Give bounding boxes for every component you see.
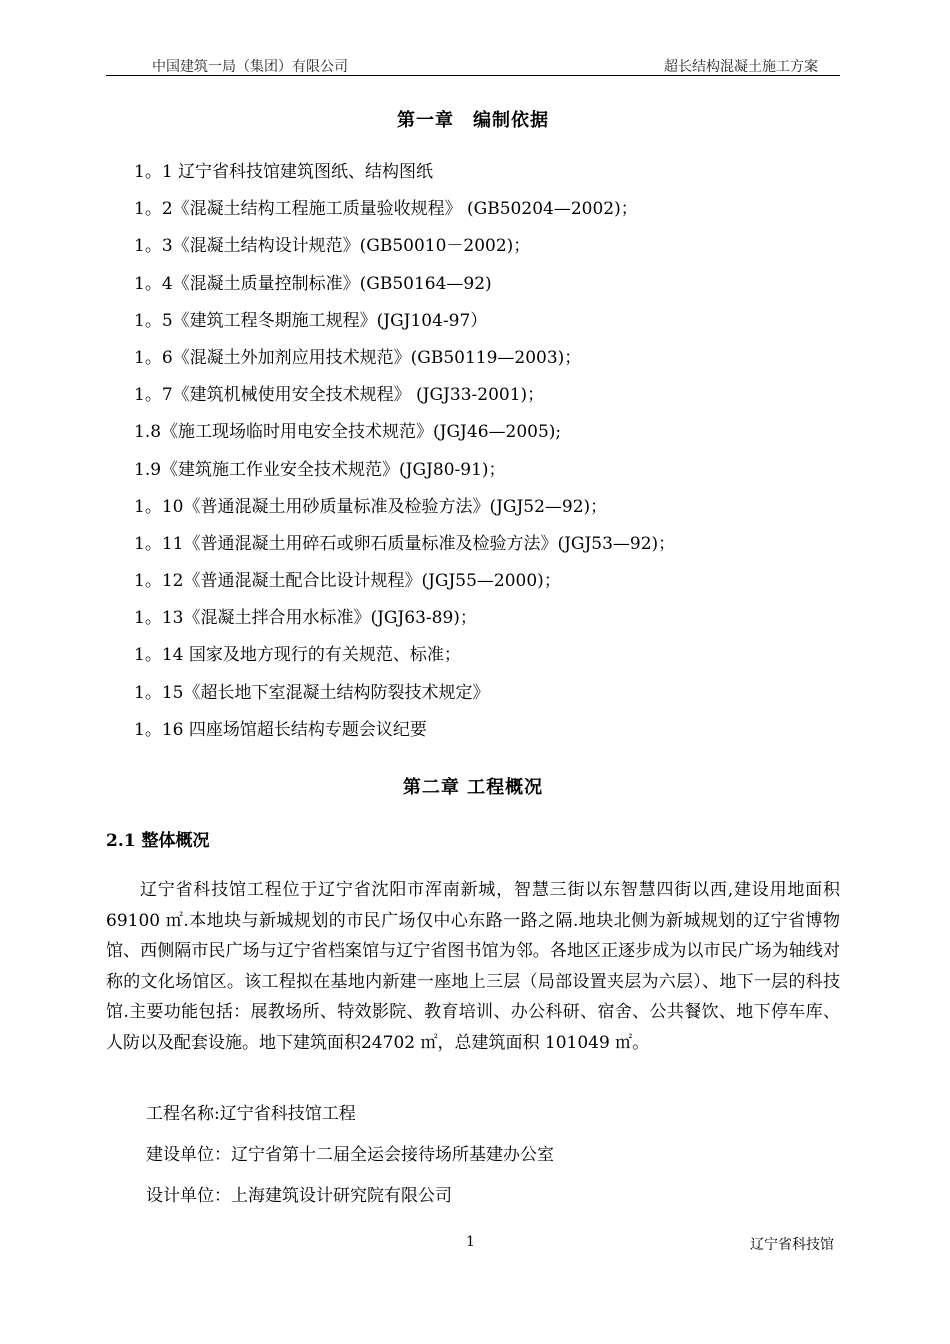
reference-item: 1。6《混凝土外加剂应用技术规范》(GB50119—2003)； — [134, 347, 582, 368]
reference-item: 1。3《混凝土结构设计规范》(GB50010－2002)； — [134, 236, 531, 257]
reference-list — [134, 154, 675, 749]
header-doc-title: 超长结构混凝土施工方案 — [664, 59, 818, 75]
reference-item: 1。4《混凝土质量控制标准》(GB50164—92) — [134, 273, 492, 294]
reference-item: 1。10《普通混凝土用砂质量标准及检验方法》(JGJ52—92)； — [134, 496, 608, 517]
header-company: 中国建筑一局（集团）有限公司 — [152, 59, 348, 75]
chapter-2-title: 第二章 工程概况 — [402, 777, 544, 798]
reference-item: 1。12《普通混凝土配合比设计规程》(JGJ55—2000)； — [134, 571, 561, 592]
reference-item: 1。1 辽宁省科技馆建筑图纸、结构图纸 — [134, 162, 434, 182]
owner-unit: 建设单位：辽宁省第十二届全运会接待场所基建办公室 — [146, 1145, 554, 1165]
reference-item: 1。2《混凝土结构工程施工质量验收规程》 (GB50204—2002)； — [134, 199, 638, 220]
section-title: 2.1 整体概况 — [106, 831, 210, 851]
reference-item: 1。5《建筑工程冬期施工规程》(JGJ104-97） — [134, 310, 488, 331]
reference-item: 1。15《超长地下室混凝土结构防裂技术规定》 — [134, 682, 490, 703]
header-divider — [106, 75, 840, 76]
reference-item: 1。7《建筑机械使用安全技术规程》 (JGJ33-2001)； — [134, 385, 545, 406]
reference-item: 1。13《混凝土拌合用水标准》(JGJ63-89)； — [134, 608, 477, 629]
reference-item: 1.8《施工现场临时用电安全技术规范》(JGJ46—2005); — [134, 422, 562, 443]
overview-paragraph: 辽宁省科技馆工程位于辽宁省沈阳市浑南新城，智慧三街以东智慧四街以西,建设用地面积 69100 ㎡.本地块与新城规划的市民广场仅中心东路一路之隔.地块北侧为新城规划的辽宁省博物馆、西侧隔市民广场与辽宁省档案馆与辽宁省图书馆为邻。各地区正逐步成为以市民广场为轴线对称的文化场馆区。该工程拟在基地内新建一座地上三层（局部设置夹层为六层）、地下一层的科技馆.主要功能包括：展教场所、特效影院、教育培训、办公科研、宿舍、公共餐饮、地下停车库、人防以及配套设施。地下建筑面积24702 ㎡，总建筑面积 101049 ㎡。 — [106, 880, 840, 1053]
chapter-1-title: 第一章 编制依据 — [397, 110, 549, 131]
design-unit: 设计单位：上海建筑设计研究院有限公司 — [146, 1186, 452, 1206]
project-name: 工程名称:辽宁省科技馆工程 — [146, 1104, 356, 1124]
reference-item: 1。16 四座场馆超长结构专题会议纪要 — [134, 719, 427, 740]
reference-item: 1。14 国家及地方现行的有关规范、标准； — [134, 645, 461, 666]
page-number: 1 — [466, 1234, 475, 1250]
reference-item: 1.9《建筑施工作业安全技术规范》(JGJ80-91)； — [134, 459, 506, 480]
footer-project: 辽宁省科技馆 — [750, 1237, 834, 1253]
reference-item: 1。11《普通混凝土用碎石或卵石质量标准及检验方法》(JGJ53—92)； — [134, 533, 676, 554]
